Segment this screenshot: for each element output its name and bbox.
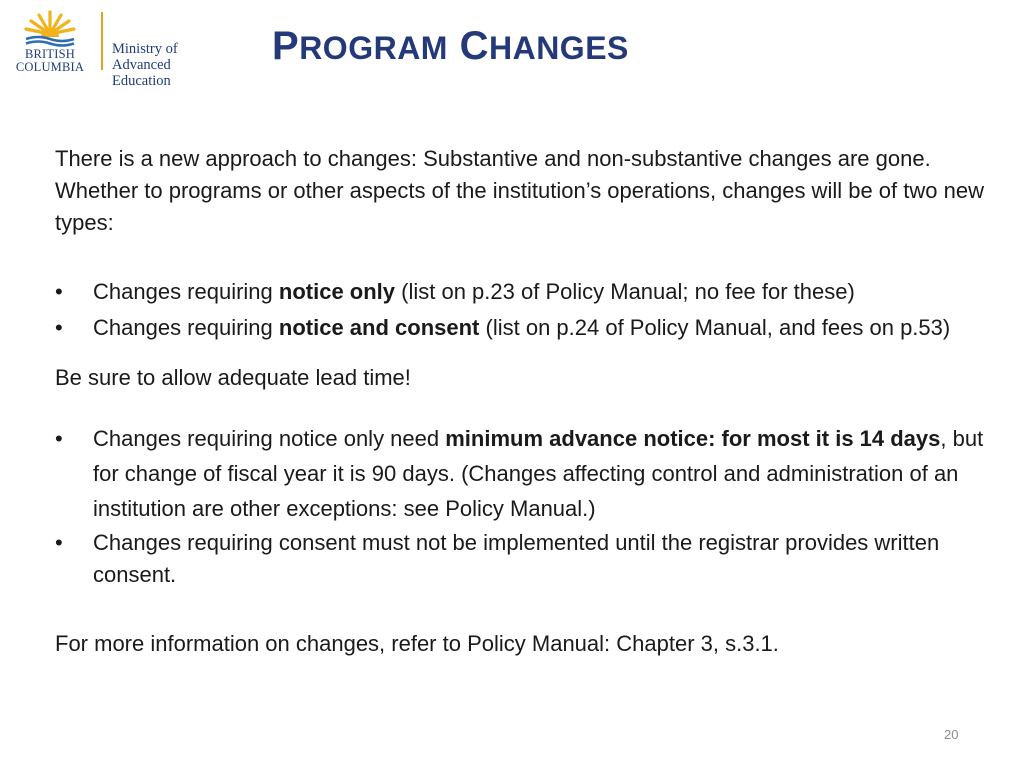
lead-time-paragraph: Be sure to allow adequate lead time! — [55, 365, 411, 390]
list-item: • Changes requiring notice only need minimum advance notice: for most it is 14 days, but for change of fiscal year it is 90 days. (Changes affecting control and administration of an institution are other exceptions: see Policy Manual.) — [55, 421, 990, 526]
title-rest-2: HANGES — [488, 30, 629, 66]
title-cap-2: C — [459, 24, 489, 68]
more-info-paragraph: For more information on changes, refer to Policy Manual: Chapter 3, s.3.1. — [55, 631, 779, 656]
bullet-icon: • — [55, 530, 63, 555]
list-item: • Changes requiring notice and consent (list on p.24 of Policy Manual, and fees on p.53) — [55, 310, 990, 345]
bullet-icon: • — [55, 426, 63, 451]
slide-body — [55, 143, 990, 660]
timing-list — [55, 421, 990, 591]
logo-text-columbia: COLUMBIA — [15, 60, 85, 74]
ministry-name-line1: Ministry of — [112, 41, 178, 57]
intro-paragraph: There is a new approach to changes: Substantive and non-substantive changes are gone. Whether to programs or other aspects of the institution’s operations, changes will be of two new types: — [55, 146, 984, 235]
title-cap-1: P — [272, 24, 300, 68]
list-item: • Changes requiring consent must not be implemented until the registrar provides written consent. — [55, 527, 990, 591]
bullet-icon: • — [55, 315, 63, 340]
bc-government-logo — [10, 10, 225, 89]
list-item: • Changes requiring notice only (list on p.23 of Policy Manual; no fee for these) — [55, 274, 990, 309]
logo-text-british: BRITISH — [24, 47, 75, 61]
change-types-list — [55, 274, 990, 345]
page-number: 20 — [944, 727, 959, 742]
slide-title — [272, 24, 629, 69]
bullet-icon: • — [55, 279, 63, 304]
title-rest-1: ROGRAM — [299, 30, 448, 66]
ministry-name-line2: Advanced Education — [112, 57, 171, 89]
logo-divider — [101, 12, 103, 70]
